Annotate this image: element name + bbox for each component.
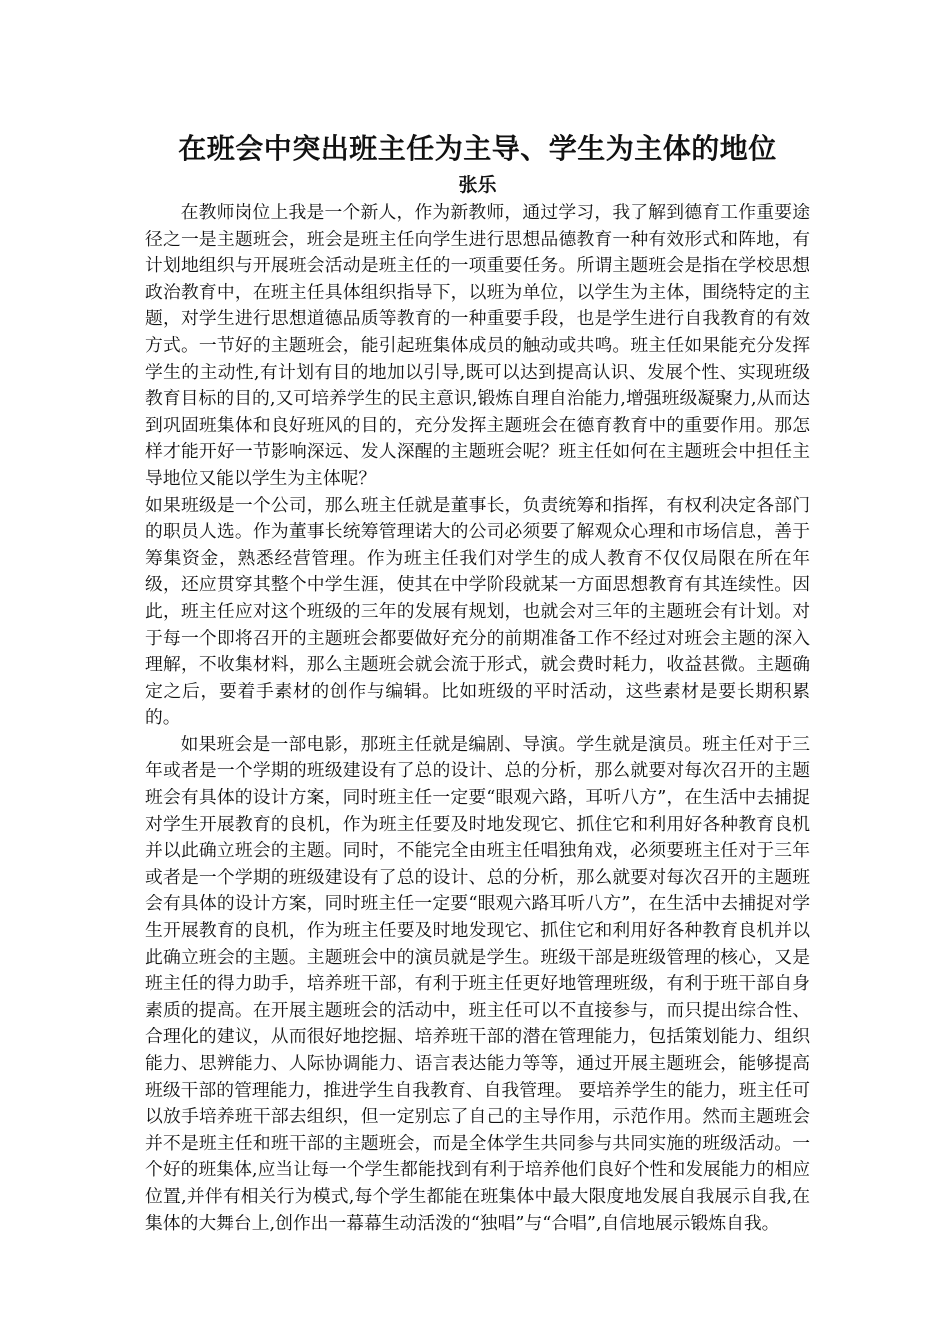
paragraph-3: 如果班会是一部电影，那班主任就是编剧、导演。学生就是演员。班主任对于三年或者是一个学期的班级建设有了总的设计、总的分析，那么就要对每次召开的主题班会有具体的设计方案，同时班主任一定要“眼观六路，耳听八方”，在生活中去捕捉对学生开展教育的良机，作为班主任要及时地发现它、抓住它和利用好各种教育良机并以此确立班会的主题。同时，不能完全由班主任唱独角戏，必须要班主任对于三年或者是一个学期的班级建设有了总的设计、总的分析，那么就要对每次召开的主题班会有具体的设计方案，同时班主任一定要“眼观六路耳听八方”，在生活中去捕捉对学生开展教育的良机，作为班主任要及时地发现它、抓住它和利用好各种教育良机并以此确立班会的主题。主题班会中的演员就是学生。班级干部是班级管理的核心，又是班主任的得力助手，培养班干部，有利于班主任更好地管理班级，有利于班干部自身素质的提高。在开展主题班会的活动中，班主任可以不直接参与，而只提出综合性、合理化的建议，从而很好地挖掘、培养班干部的潜在管理能力，包括策划能力、组织能力、思辨能力、人际协调能力、语言表达能力等等，通过开展主题班会，能够提高班级干部的管理能力，推进学生自我教育、自我管理。 要培养学生的能力，班主任可以放手培养班干部去组织，但一定别忘了自己的主导作用，示范作用。然而主题班会并不是班主任和班干部的主题班会，而是全体学生共同参与共同实施的班级活动。一个好的班集体,应当让每一个学生都能找到有利于培养他们良好个性和发展能力的相应位置,并伴有相关行为模式,每个学生都能在班集体中最大限度地发展自我展示自我,在集体的大舞台上,创作出一幕幕生动活泼的“独唱”与“合唱”,自信地展示锻炼自我。 <box>145 733 810 1234</box>
document-page <box>145 128 810 1237</box>
document-title: 在班会中突出班主任为主导、学生为主体的地位 <box>178 132 777 165</box>
author-name: 张乐 <box>458 174 497 196</box>
paragraph-1: 在教师岗位上我是一个新人，作为新教师，通过学习，我了解到德育工作重要途径之一是主题班会，班会是班主任向学生进行思想品德教育一种有效形式和阵地，有计划地组织与开展班会活动是班主任的一项重要任务。所谓主题班会是指在学校思想政治教育中，在班主任具体组织指导下，以班为单位，以学生为主体，围绕特定的主题，对学生进行思想道德品质等教育的一种重要手段，也是学生进行自我教育的有效方式。一节好的主题班会，能引起班集体成员的触动或共鸣。班主任如果能充分发挥学生的主动性,有计划有目的地加以引导,既可以达到提高认识、发展个性、实现班级教育目标的目的,又可培养学生的民主意识,锻炼自理自治能力,增强班级凝聚力,从而达到巩固班集体和良好班风的目的，充分发挥主题班会在德育教育中的重要作用。那怎样才能开好一节影响深远、发人深醒的主题班会呢？班主任如何在主题班会中担任主导地位又能以学生为主体呢？ <box>145 202 810 489</box>
paragraph-2: 如果班级是一个公司，那么班主任就是董事长，负责统筹和指挥，有权利决定各部门的职员人选。作为董事长统筹管理诺大的公司必须要了解观众心理和市场信息，善于筹集资金，熟悉经营管理。作为班主任我们对学生的成人教育不仅仅局限在所在年级，还应贯穿其整个中学生涯，使其在中学阶段就某一方面思想教育有其连续性。因此，班主任应对这个班级的三年的发展有规划，也就会对三年的主题班会有计划。对于每一个即将召开的主题班会都要做好充分的前期准备工作不经过对班会主题的深入理解，不收集材料，那么主题班会就会流于形式，就会费时耗力，收益甚微。主题确定之后，要着手素材的创作与编辑。比如班级的平时活动，这些素材是要长期积累的。 <box>145 494 810 729</box>
